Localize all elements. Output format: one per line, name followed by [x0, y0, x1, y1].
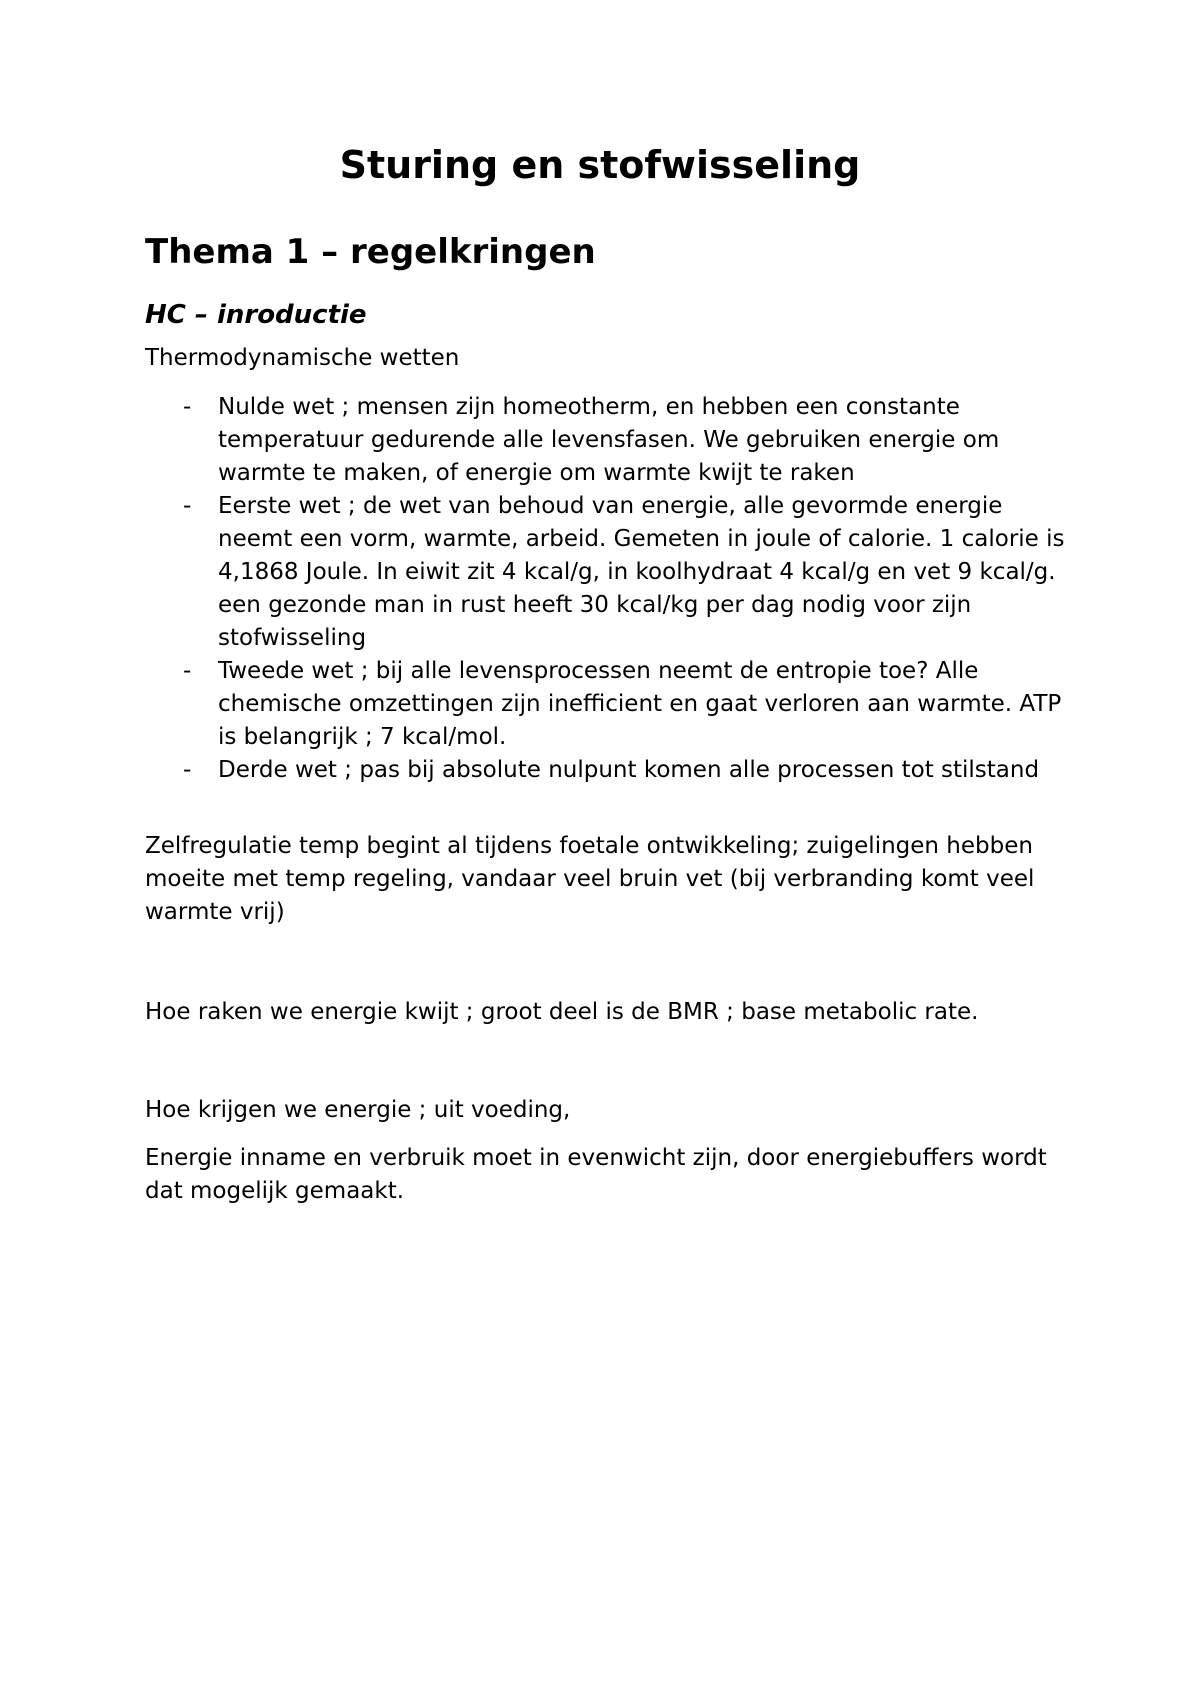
- theme-heading: Thema 1 – regelkringen: [145, 232, 596, 272]
- paragraph-energy-gain: Hoe krijgen we energie ; uit voeding,: [145, 1097, 571, 1123]
- list-item: [145, 490, 1065, 655]
- list-bullet: -: [183, 394, 192, 420]
- laws-list: [145, 391, 1065, 787]
- list-item: [145, 391, 1065, 490]
- list-bullet: -: [183, 757, 192, 783]
- list-item: [145, 655, 1065, 754]
- list-item-text: Eerste wet ; de wet van behoud van energie, alle gevormde energie neemt een vorm, warmte, arbeid. Gemeten in joule of calorie. 1 calorie is 4,1868 Joule. In eiwit zit 4 kcal/g, in koolhydraat 4 kcal/g en vet 9 kcal/g. een gezonde man in rust heeft 30 kcal/kg per dag nodig voor zijn stofwisseling: [218, 493, 1065, 651]
- paragraph-energy-loss: Hoe raken we energie kwijt ; groot deel is de BMR ; base metabolic rate.: [145, 999, 979, 1025]
- list-item-text: Derde wet ; pas bij absolute nulpunt komen alle processen tot stilstand: [218, 757, 1040, 783]
- list-item: [145, 754, 1065, 787]
- list-bullet: -: [183, 658, 192, 684]
- document-title: Sturing en stofwisseling: [339, 143, 861, 187]
- paragraph-energy-balance: Energie inname en verbruik moet in evenwicht zijn, door energiebuffers wordt dat mogelijk gemaakt.: [145, 1145, 1047, 1204]
- list-item-text: Nulde wet ; mensen zijn homeotherm, en hebben een constante temperatuur gedurende alle levensfasen. We gebruiken energie om warmte te maken, of energie om warmte kwijt te raken: [218, 394, 1000, 486]
- lecture-subheading: HC – inroductie: [145, 300, 367, 330]
- list-bullet: -: [183, 493, 192, 519]
- paragraph-zelfregulatie: Zelfregulatie temp begint al tijdens foetale ontwikkeling; zuigelingen hebben moeite met temp regeling, vandaar veel bruin vet (bij verbranding komt veel warmte vrij): [145, 833, 1035, 925]
- intro-line: Thermodynamische wetten: [145, 345, 460, 371]
- list-item-text: Tweede wet ; bij alle levensprocessen neemt de entropie toe? Alle chemische omzettingen zijn inefficient en gaat verloren aan warmte. ATP is belangrijk ; 7 kcal/mol.: [218, 658, 1062, 750]
